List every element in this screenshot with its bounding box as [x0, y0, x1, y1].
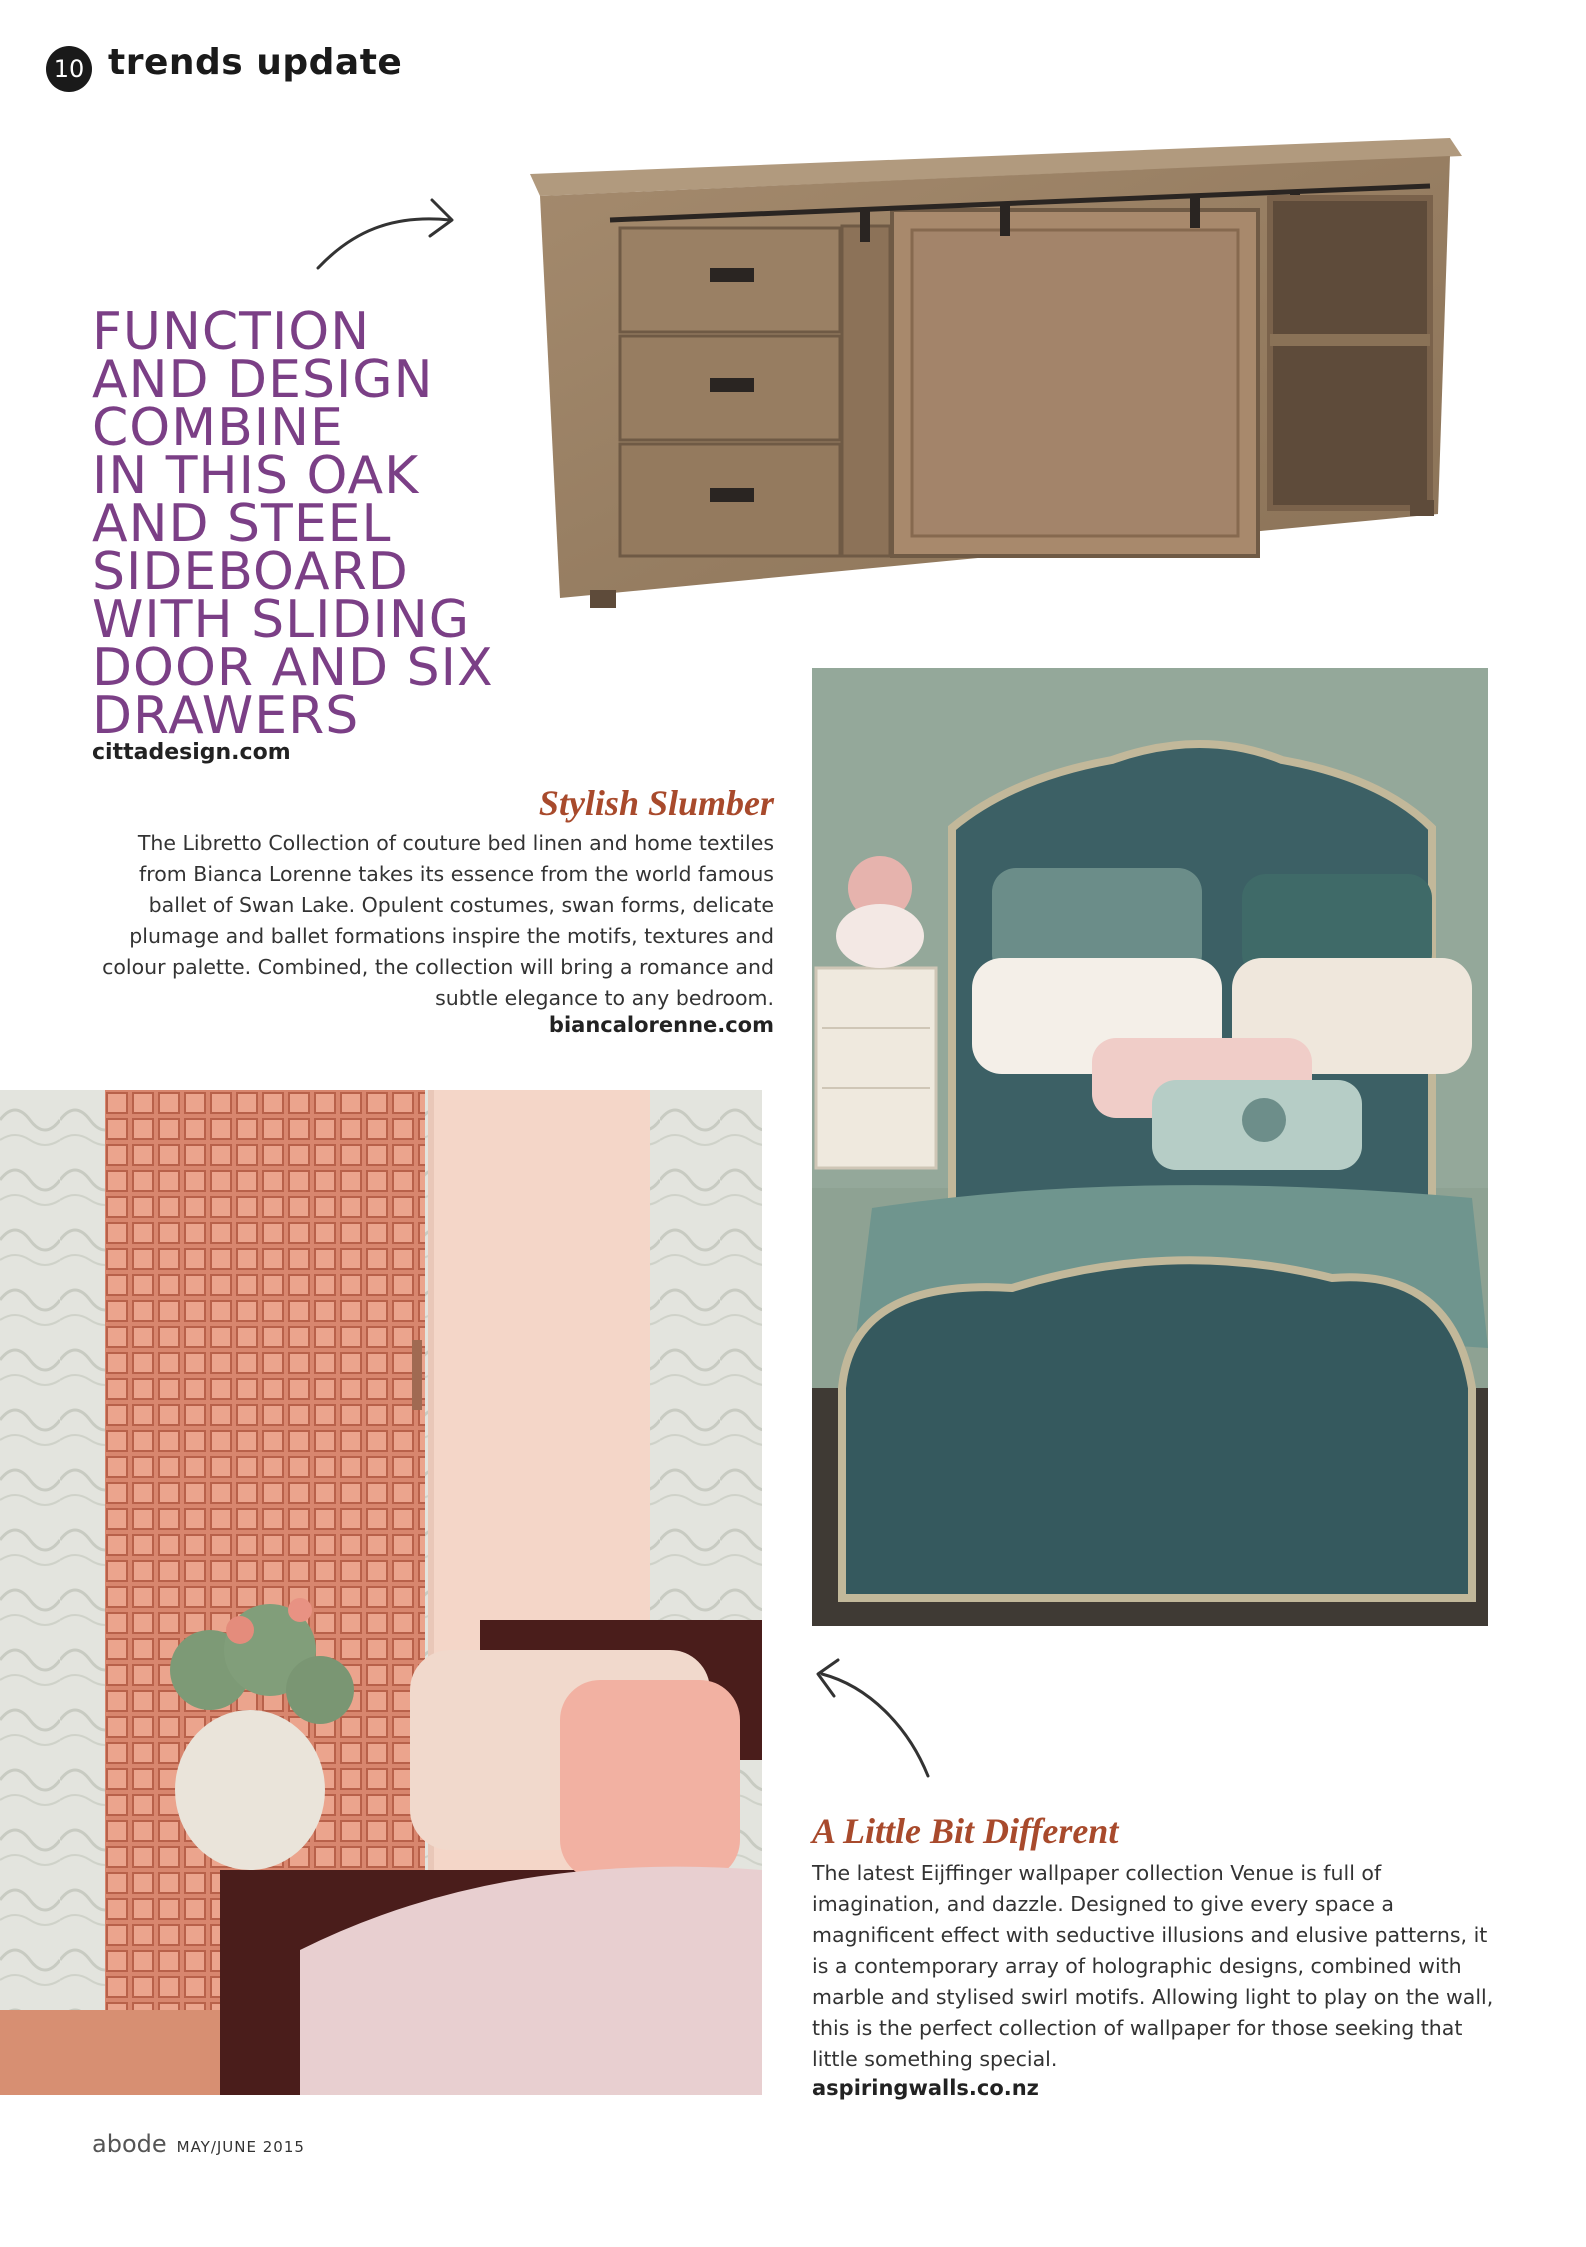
arrow-up-left-icon: [808, 1656, 948, 1786]
page-number-badge: [46, 46, 92, 92]
little-bit-different-body: The latest Eijffinger wallpaper collection Venue is full of imagination, and dazzle. Designed to give every space a magnificent effect with seductive illusions and elusive patterns, it is a contemporary array of holographic designs, combined with marble and stylised swirl motifs. Allowing light to play on the wall, this is the perfect collection of wallpaper for those seeking that little something special.: [812, 1861, 1494, 2071]
heading-line: WITH SLIDING: [92, 590, 471, 650]
heading-line: AND STEEL: [92, 494, 392, 554]
page-number: 10: [53, 55, 85, 83]
biancalorenne-link[interactable]: biancalorenne.com: [548, 1013, 774, 1037]
heading-line: FUNCTION: [92, 302, 371, 362]
sideboard-photo: [530, 138, 1462, 643]
heading-line: COMBINE: [92, 398, 344, 458]
stylish-slumber-body: The Libretto Collection of couture bed linen and home textiles from Bianca Lorenne takes its essence from the world famous ballet of Swan Lake. Opulent costumes, swan forms, delicate plumage and ballet formations inspire the motifs, textures and colour palette. Combined, the collection will bring a romance and subtle elegance to any bedroom.: [102, 831, 774, 1010]
heading-line: DOOR AND SIX: [92, 638, 494, 698]
heading-line: AND DESIGN: [92, 350, 434, 410]
heading-line: DRAWERS: [92, 686, 360, 746]
little-bit-different-heading: A Little Bit Different: [812, 1811, 1119, 1851]
arrow-right-icon: [312, 192, 462, 274]
sideboard-link[interactable]: cittadesign.com: [92, 740, 291, 765]
footer: [92, 2130, 305, 2158]
magazine-brand: abode: [92, 2130, 167, 2158]
sideboard-heading: [92, 302, 532, 746]
heading-line: SIDEBOARD: [92, 542, 409, 602]
stylish-slumber-heading: Stylish Slumber: [538, 783, 774, 823]
section-title: trends update: [108, 42, 403, 83]
issue-date: MAY/JUNE 2015: [176, 2138, 305, 2156]
wallpaper-room-photo: [0, 1090, 762, 2095]
tufted-bed-photo: [812, 668, 1488, 1626]
heading-line: IN THIS OAK: [92, 446, 420, 506]
aspiringwalls-link[interactable]: aspiringwalls.co.nz: [812, 2076, 1039, 2100]
